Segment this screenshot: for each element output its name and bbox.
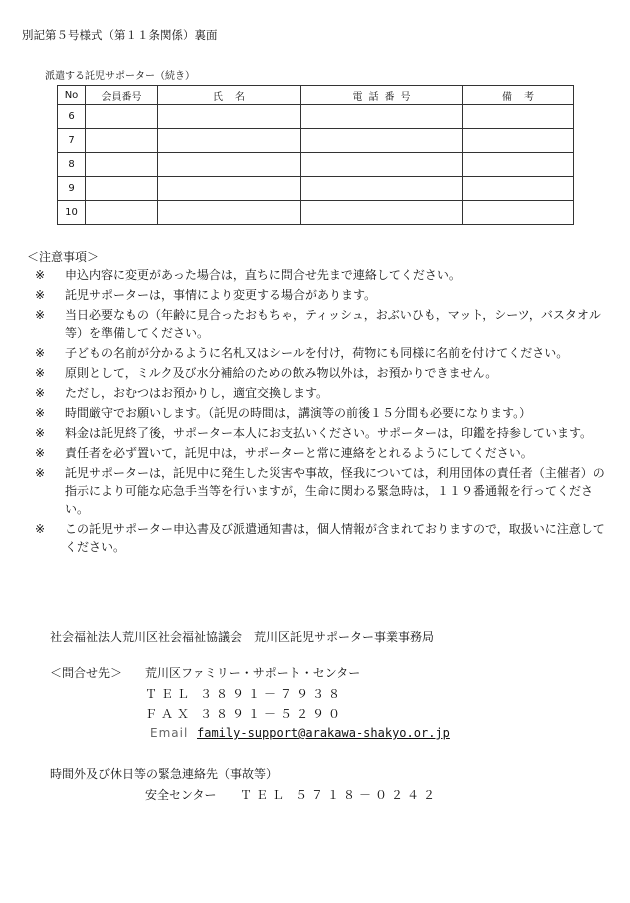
- phone-cell[interactable]: [301, 105, 463, 129]
- phone-cell[interactable]: [301, 129, 463, 153]
- phone-cell[interactable]: [301, 153, 463, 177]
- note-text: この託児サポーター申込書及び派遣通知書は，個人情報が含まれておりますので，取扱いに注意してください。: [65, 522, 605, 554]
- row-number: 10: [58, 201, 86, 225]
- remarks-cell[interactable]: [463, 129, 574, 153]
- remarks-cell[interactable]: [463, 177, 574, 201]
- list-item: [35, 344, 615, 362]
- member-no-cell[interactable]: [86, 105, 158, 129]
- notes-list: [35, 266, 615, 558]
- name-cell[interactable]: [158, 201, 301, 225]
- table-row: [58, 177, 574, 201]
- col-phone: 電話番号: [301, 86, 463, 105]
- notes-title: ＜注意事項＞: [27, 250, 100, 264]
- name-cell[interactable]: [158, 177, 301, 201]
- supporter-table: [57, 85, 574, 225]
- remarks-cell[interactable]: [463, 105, 574, 129]
- emergency-label: 時間外及び休日等の緊急連絡先（事故等）: [50, 767, 279, 781]
- member-no-cell[interactable]: [86, 201, 158, 225]
- remarks-cell[interactable]: [463, 201, 574, 225]
- organization-name: 社会福祉法人荒川区社会福祉協議会 荒川区託児サポーター事業事務局: [50, 630, 435, 644]
- table-header-row: [58, 86, 574, 105]
- tel-number: ３８９１－７９３８: [200, 687, 345, 701]
- table-caption: 派遣する託児サポーター（続き）: [45, 71, 195, 82]
- list-item: [35, 404, 615, 422]
- contact-label: ＜問合せ先＞: [50, 666, 123, 680]
- col-remarks: 備考: [463, 86, 574, 105]
- reference-mark-icon: ※: [35, 346, 46, 360]
- col-name: 氏名: [158, 86, 301, 105]
- list-item: [35, 424, 615, 442]
- col-member-no: 会員番号: [86, 86, 158, 105]
- remarks-cell[interactable]: [463, 153, 574, 177]
- note-text: ただし，おむつはお預かりし，適宜交換します。: [65, 386, 329, 400]
- row-number: 8: [58, 153, 86, 177]
- reference-mark-icon: ※: [35, 466, 46, 480]
- reference-mark-icon: ※: [35, 268, 46, 282]
- reference-mark-icon: ※: [35, 386, 46, 400]
- reference-mark-icon: ※: [35, 522, 46, 536]
- phone-cell[interactable]: [301, 201, 463, 225]
- member-no-cell[interactable]: [86, 177, 158, 201]
- fax-number: ３８９１－５２９０: [200, 707, 345, 721]
- list-item: [35, 266, 615, 284]
- note-text: 原則として，ミルク及び水分補給のための飲み物以外は，お預かりできません。: [65, 366, 498, 380]
- name-cell[interactable]: [158, 153, 301, 177]
- fax-label: ＦＡＸ: [145, 707, 194, 721]
- contact-center-name: 荒川区ファミリー・サポート・センター: [145, 666, 361, 680]
- row-number: 9: [58, 177, 86, 201]
- phone-cell[interactable]: [301, 177, 463, 201]
- list-item: [35, 444, 615, 462]
- form-title: 別記第５号様式（第１１条関係）裏面: [22, 28, 218, 42]
- table-row: [58, 201, 574, 225]
- emergency-tel-label: ＴＥＬ: [240, 788, 289, 802]
- table-row: [58, 105, 574, 129]
- list-item: [35, 464, 615, 518]
- note-text: 時間厳守でお願いします。（託児の時間は，講演等の前後１５分間も必要になります。）: [65, 406, 532, 420]
- reference-mark-icon: ※: [35, 308, 46, 322]
- list-item: [35, 520, 615, 556]
- tel-label: ＴＥＬ: [145, 687, 194, 701]
- reference-mark-icon: ※: [35, 366, 46, 380]
- col-no: No: [58, 86, 86, 105]
- list-item: [35, 364, 615, 382]
- list-item: [35, 306, 615, 342]
- note-text: 申込内容に変更があった場合は，直ちに問合せ先まで連絡してください。: [65, 268, 461, 282]
- email-label: Email: [150, 726, 189, 740]
- reference-mark-icon: ※: [35, 446, 46, 460]
- table-row: [58, 129, 574, 153]
- emergency-center-name: 安全センター: [145, 788, 217, 802]
- note-text: 責任者を必ず置いて，託児中は，サポーターと常に連絡をとれるようにしてください。: [65, 446, 533, 460]
- name-cell[interactable]: [158, 129, 301, 153]
- email-link[interactable]: family-support@arakawa-shakyo.or.jp: [197, 726, 450, 740]
- row-number: 6: [58, 105, 86, 129]
- reference-mark-icon: ※: [35, 406, 46, 420]
- emergency-tel-number: ５７１８－０２４２: [295, 788, 440, 802]
- list-item: [35, 384, 615, 402]
- member-no-cell[interactable]: [86, 153, 158, 177]
- note-text: 託児サポーターは，託児中に発生した災害や事故，怪我については，利用団体の責任者（主催者）の指示により可能な応急手当等を行いますが，生命に関わる緊急時は，１１９番通報を行ってください。: [65, 466, 605, 516]
- name-cell[interactable]: [158, 105, 301, 129]
- reference-mark-icon: ※: [35, 288, 46, 302]
- table-row: [58, 153, 574, 177]
- note-text: 当日必要なもの（年齢に見合ったおもちゃ，ティッシュ，おぶいひも，マット，シーツ，バスタオル等）を準備してください。: [65, 308, 601, 340]
- reference-mark-icon: ※: [35, 426, 46, 440]
- note-text: 子どもの名前が分かるように名札又はシールを付け，荷物にも同様に名前を付けてください。: [65, 346, 569, 360]
- note-text: 託児サポーターは，事情により変更する場合があります。: [65, 288, 377, 302]
- note-text: 料金は託児終了後，サポーター本人にお支払いください。サポーターは，印鑑を持参しています。: [65, 426, 593, 440]
- row-number: 7: [58, 129, 86, 153]
- member-no-cell[interactable]: [86, 129, 158, 153]
- list-item: [35, 286, 615, 304]
